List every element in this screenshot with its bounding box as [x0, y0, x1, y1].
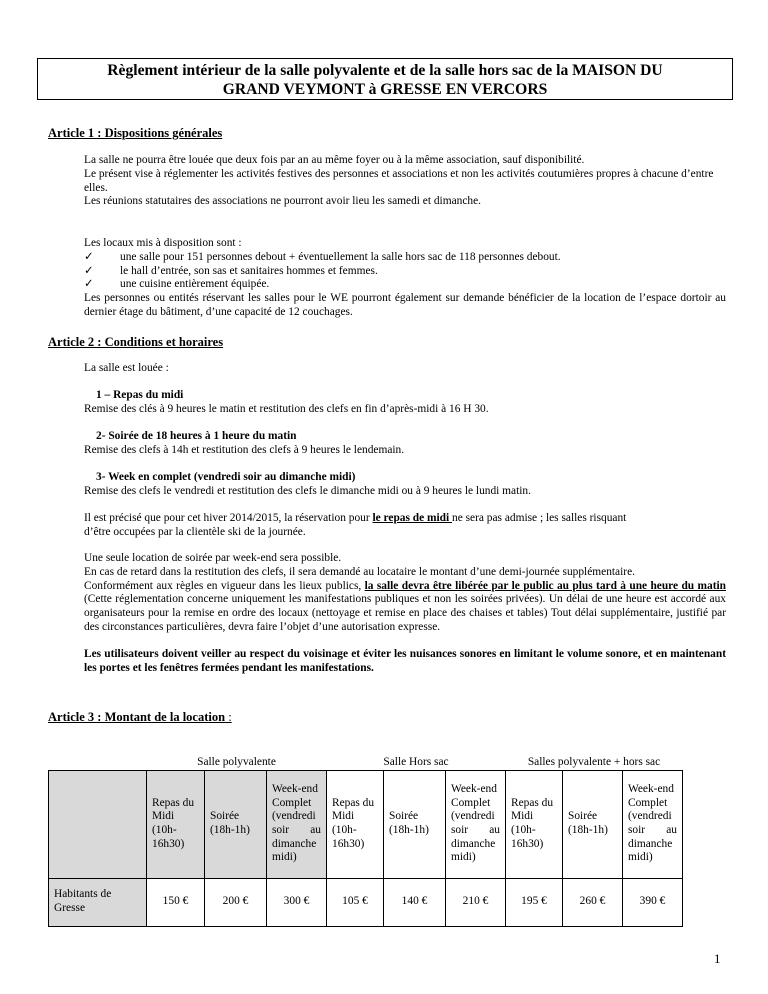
price-cell: 210 €: [446, 878, 506, 926]
col-soiree: Soirée (18h-1h): [384, 770, 446, 878]
article-3-heading: Article 3 : Montant de la location :: [48, 710, 232, 724]
group-salle-hors-sac: Salle Hors sac: [383, 755, 449, 768]
option-weekend-title: 3- Week en complet (vendredi soir au dimanche midi): [96, 471, 356, 483]
price-cell: 200 €: [205, 878, 267, 926]
price-cell: 150 €: [147, 878, 205, 926]
article-2-intro: La salle est louée :: [84, 362, 169, 374]
repas-de-midi-emphasis: le repas de midi: [372, 512, 453, 524]
price-cell: 105 €: [327, 878, 384, 926]
option-midi-title: 1 – Repas du midi: [96, 389, 184, 401]
col-repas-midi: Repas du Midi (10h-16h30): [147, 770, 205, 878]
group-salle-polyvalente: Salle polyvalente: [197, 755, 276, 768]
checkmark-icon: ✓: [84, 264, 94, 277]
col-soiree: Soirée (18h-1h): [205, 770, 267, 878]
rule-retard: En cas de retard dans la restitution des clefs, il sera demandé au locataire le montant d’une demi-journée supplémentaire.: [84, 565, 635, 578]
checkmark-icon: ✓: [84, 250, 94, 263]
col-repas-midi: Repas du Midi (10h-16h30): [327, 770, 384, 878]
tarif-table: [48, 754, 683, 927]
liberation-emphasis: la salle devra être libérée par le public au plus tard à une heure du matin: [364, 579, 726, 592]
article-1-p2: Le présent vise à réglementer les activités festives des personnes et associations et non les activités coutumières propres à chacune d’entre elles.: [84, 167, 714, 194]
col-soiree: Soirée (18h-1h): [563, 770, 623, 878]
col-weekend: Week-end Complet (vendredi soir au dimanche midi): [446, 770, 506, 878]
article-1-heading: Article 1 : Dispositions générales: [48, 126, 223, 140]
list-item: ✓ une cuisine entièrement équipée.: [84, 278, 270, 291]
page-number: 1: [714, 951, 721, 966]
group-salles-combined: Salles polyvalente + hors sac: [527, 755, 661, 768]
article-2-heading: Article 2 : Conditions et horaires: [48, 335, 224, 349]
list-item: ✓ le hall d’entrée, son sas et sanitaires hommes et femmes.: [84, 264, 378, 277]
table-row: [49, 878, 683, 926]
title-line-2: GRAND VEYMONT à GRESSE EN VERCORS: [222, 81, 548, 98]
col-weekend: Week-end Complet (vendredi soir au dimanche midi): [623, 770, 683, 878]
checkmark-icon: ✓: [84, 278, 94, 291]
option-soiree-text: Remise des clefs à 14h et restitution des clefs à 9 heures le lendemain.: [84, 443, 405, 456]
price-cell: 195 €: [506, 878, 563, 926]
document-title: [37, 58, 733, 100]
article-1-p3: Les réunions statutaires des associations ne pourront avoir lieu les samedi et dimanche.: [84, 195, 481, 208]
price-cell: 300 €: [267, 878, 327, 926]
price-cell: 140 €: [384, 878, 446, 926]
option-soiree-title: 2- Soirée de 18 heures à 1 heure du matin: [96, 430, 297, 442]
rule-horaire: Conformément aux règles en vigueur dans les lieux publics, la salle devra être libérée par le public au plus tard à une heure du matin (Cette réglementation concerne uniquement les manifestations publiques et non les soirées privées). Un délai de une heure est accordé aux organisateurs pour la remise en ordre des locaux (nettoyage et remise en place des chaises et tables) Tout délai supplémentaire, justifié par des circonstances particulières, devra faire l’objet d’une autorisation expresse.: [84, 579, 726, 633]
option-soiree: [84, 430, 726, 458]
rule-one-soiree: Une seule location de soirée par week-end sera possible.: [84, 552, 342, 564]
article-1-p4: Les personnes ou entités réservant les salles pour le WE pourront également sur demande bénéficier de la location de l’espace dortoir au dernier étage du bâtiment, d’une capacité de 12 couchages.: [84, 292, 726, 318]
list-item: ✓ une salle pour 151 personnes debout + éventuellement la salle hors sac de 118 personnes debout.: [84, 250, 561, 263]
locaux-list: [84, 237, 726, 292]
row-label: Habitants de Gresse: [49, 878, 147, 926]
option-weekend-text: Remise des clefs le vendredi et restitution des clefs le dimanche midi ou à 9 heures le lundi matin.: [84, 484, 531, 497]
option-midi: [84, 389, 726, 417]
price-cell: 260 €: [563, 878, 623, 926]
locaux-intro: Les locaux mis à disposition sont :: [84, 237, 242, 249]
hiver-notice: Il est précisé que pour cet hiver 2014/2015, la réservation pour le repas de midi ne sera pas admise ; les salles risquant d’être occupées par la clientèle ski de la journée.: [84, 512, 627, 538]
article-2-rules: [84, 552, 726, 635]
title-line-1: Règlement intérieur de la salle polyvalente et de la salle hors sac de la MAISON DU: [107, 62, 663, 79]
col-weekend: Week-end Complet (vendredi soir au dimanche midi): [267, 770, 327, 878]
voisinage-note: Les utilisateurs doivent veiller au respect du voisinage et éviter les nuisances sonores en limitant le volume sonore, et en maintenant les portes et les fenêtres fermées pendant les manifestations.: [84, 648, 726, 674]
option-midi-text: Remise des clés à 9 heures le matin et restitution des clefs en fin d’après-midi à 16 H 30.: [84, 402, 489, 415]
col-repas-midi: Repas du Midi (10h-16h30): [506, 770, 563, 878]
article-1-general: [84, 154, 726, 209]
price-cell: 390 €: [623, 878, 683, 926]
article-1-p1: La salle ne pourra être louée que deux fois par an au même foyer ou à la même association, sauf disponibilité.: [84, 154, 585, 166]
option-weekend: [84, 471, 726, 499]
